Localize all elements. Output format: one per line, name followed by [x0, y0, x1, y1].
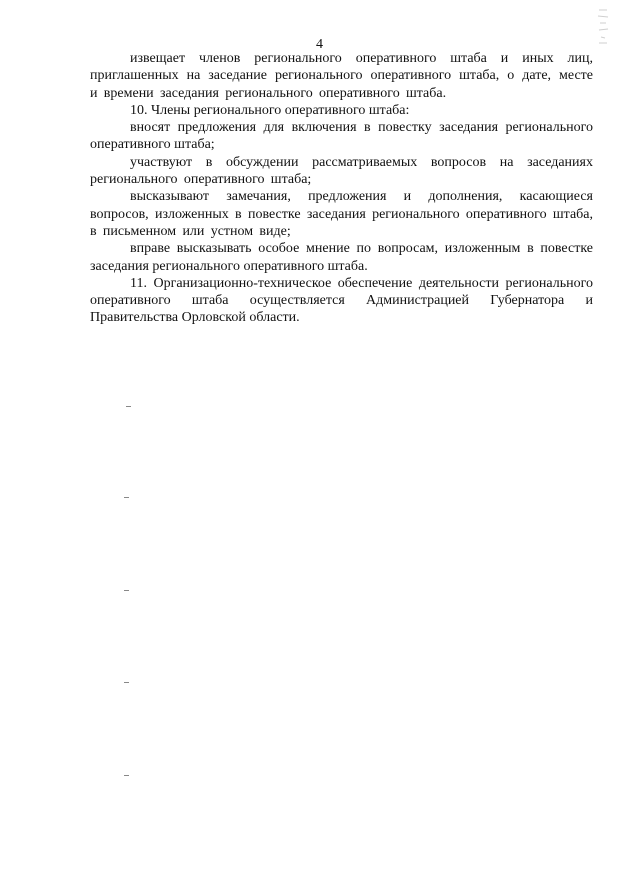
scan-mark: [124, 497, 129, 498]
corner-stamp-mark: [596, 8, 610, 46]
scan-mark: [124, 590, 129, 591]
scan-mark: [124, 682, 129, 683]
paragraph-participate-discussion: участвуют в обсуждении рассматриваемых вопросов на заседаниях регионального оперативного штаба;: [90, 154, 593, 188]
paragraph-dissenting-opinion: вправе высказывать особое мнение по вопросам, изложенным в повестке заседания регионального оперативного штаба.: [90, 241, 593, 274]
document-body: [90, 50, 593, 327]
paragraph-submit-proposals: вносят предложения для включения в повестку заседания регионального оперативного штаба;: [90, 120, 593, 153]
page-number: 4: [316, 37, 323, 52]
paragraph-express-remarks: высказывают замечания, предложения и дополнения, касающиеся вопросов, изложенных в повестке заседания регионального оперативного штаба, в письменном или устном виде;: [90, 189, 593, 239]
scan-mark: [126, 406, 131, 407]
paragraph-notify-members: извещает членов регионального оперативного штаба и иных лиц, приглашенных на заседание регионального оперативного штаба, о дате, месте и времени заседания регионального оперативного штаба.: [90, 51, 593, 101]
scan-mark: [124, 775, 129, 776]
paragraph-item-11-support: 11. Организационно-техническое обеспечение деятельности регионального оперативного штаба осуществляется Администрацией Губернатора и Правительства Орловской области.: [90, 275, 593, 326]
paragraph-item-10-heading: 10. Члены регионального оперативного штаба:: [130, 102, 410, 118]
